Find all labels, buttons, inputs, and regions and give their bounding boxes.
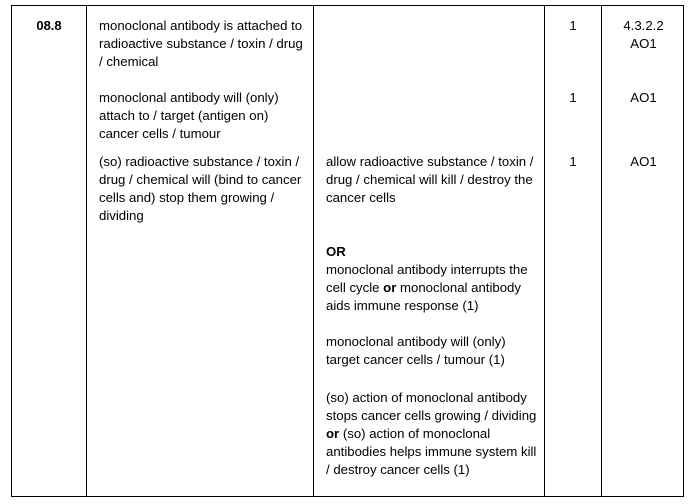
extra-target-note: monoclonal antibody will (only) target cancer cells / tumour (1) bbox=[326, 334, 506, 367]
ao-code-2: AO1 bbox=[630, 90, 657, 105]
question-number-column bbox=[12, 6, 86, 496]
ao-code-1: AO1 bbox=[630, 36, 657, 51]
ao-entry-3 bbox=[602, 153, 685, 171]
ao-entry-2 bbox=[602, 89, 685, 107]
extra-action-note bbox=[326, 389, 538, 479]
or-label: OR bbox=[326, 244, 346, 259]
spec-reference: 4.3.2.2 bbox=[623, 18, 664, 33]
action-part2: (so) action of monoclonal antibodies helps immune system kill / destroy cancer cells (1) bbox=[326, 426, 537, 477]
answer-point-1: monoclonal antibody is attached to radioactive substance / toxin / drug / chemical bbox=[99, 18, 303, 69]
or-inline-1: or bbox=[383, 280, 397, 295]
mark-value-1: 1 bbox=[569, 18, 577, 33]
ao-code-3: AO1 bbox=[630, 154, 657, 169]
action-part1: (so) action of monoclonal antibody stops cancer cells growing / dividing bbox=[326, 390, 537, 423]
question-number: 08.8 bbox=[36, 18, 62, 33]
markscheme-table bbox=[11, 5, 684, 497]
ao-column bbox=[602, 6, 685, 496]
answer-point-2: monoclonal antibody will (only) attach to / target (antigen on) cancer cells / tumour bbox=[99, 90, 279, 141]
answer-column bbox=[87, 6, 313, 496]
or-block-part2: monoclonal antibody aids immune response (1) bbox=[326, 280, 521, 313]
mark-value-2: 1 bbox=[569, 90, 577, 105]
ao-entry-1 bbox=[602, 17, 685, 53]
marks-column bbox=[545, 6, 601, 496]
extra-or-block bbox=[326, 243, 538, 315]
or-block-part1: monoclonal antibody interrupts the cell cycle bbox=[326, 262, 528, 295]
mark-value-3: 1 bbox=[569, 154, 577, 169]
extra-allow-note: allow radioactive substance / toxin / drug / chemical will kill / destroy the cancer cells bbox=[326, 154, 534, 205]
extra-information-column bbox=[314, 6, 544, 496]
or-inline-2: or bbox=[326, 426, 340, 441]
answer-point-3: (so) radioactive substance / toxin / drug / chemical will (bind to cancer cells and) stop them growing / dividing bbox=[99, 154, 302, 223]
